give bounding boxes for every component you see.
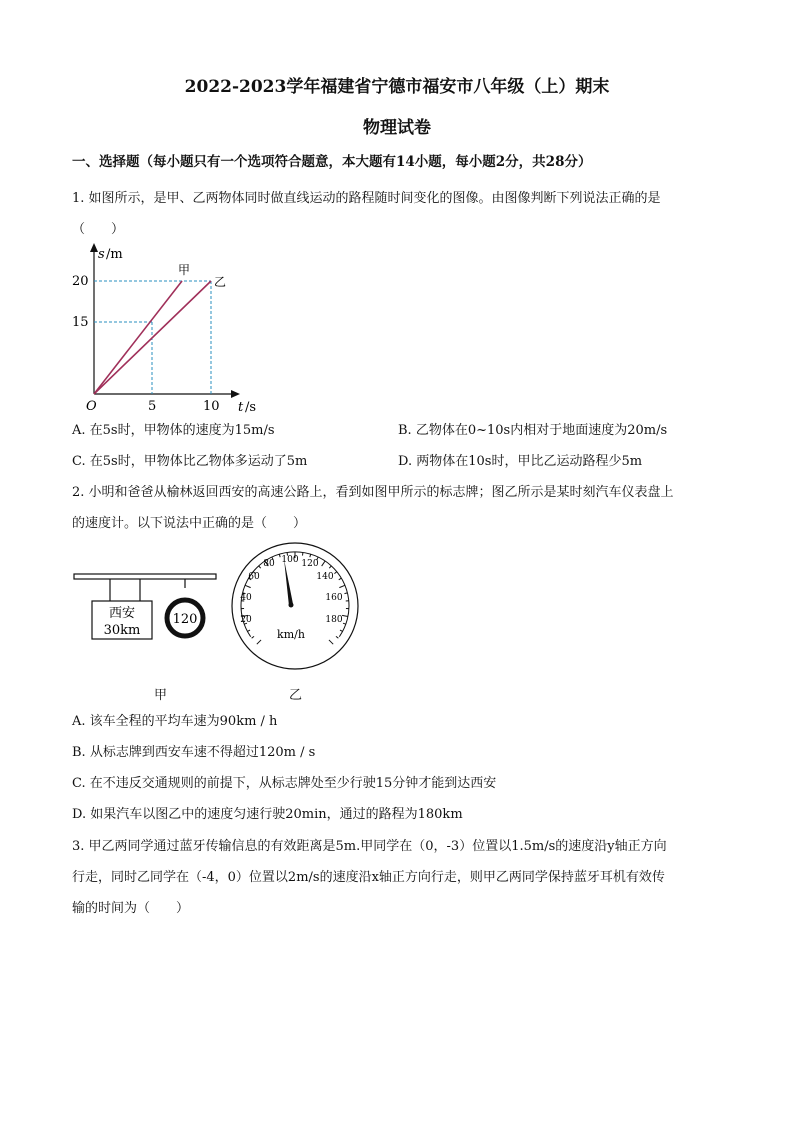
svg-text:140: 140 xyxy=(316,572,334,582)
y-tick-15: 15 xyxy=(72,315,89,330)
speed-limit-value: 120 xyxy=(172,612,198,627)
q1-option-b: B. 乙物体在0~10s内相对于地面速度为20m/s xyxy=(398,423,668,438)
sign-place: 西安 xyxy=(108,606,136,621)
q2-stem-line2: 的速度计。以下说法中正确的是（ ） xyxy=(72,516,307,531)
q1-option-c: C. 在5s时，甲物体比乙物体多运动了5m xyxy=(72,454,308,469)
section-heading: 一、选择题（每小题只有一个选项符合题意，本大题有14小题，每小题2分，共28分） xyxy=(72,154,592,170)
q1-motion-graph xyxy=(70,240,270,420)
x-tick-5: 5 xyxy=(148,399,157,414)
q2-option-a: A. 该车全程的平均车速为90km / h xyxy=(72,714,278,729)
y-label-unit: /m xyxy=(106,247,123,262)
sign-distance: 30km xyxy=(103,623,141,638)
page-title: 2022-2023学年福建省宁德市福安市八年级（上）期末 xyxy=(184,77,610,97)
x-axis-arrow xyxy=(231,390,240,398)
svg-text:120: 120 xyxy=(301,559,319,569)
page-subtitle: 物理试卷 xyxy=(363,118,431,138)
speedometer-tick xyxy=(344,593,347,594)
q3-line2: 行走，同时乙同学在（-4，0）位置以2m/s的速度沿x轴正方向行走，则甲乙两同学保持蓝牙耳机有效传 xyxy=(72,870,665,885)
x-label-unit: /s xyxy=(245,400,257,415)
q1-option-a: A. 在5s时，甲物体的速度为15m/s xyxy=(72,423,275,438)
y-label-s: s xyxy=(98,247,105,262)
svg-text:180: 180 xyxy=(325,615,343,625)
line-jia xyxy=(94,281,182,394)
x-tick-10: 10 xyxy=(203,399,220,414)
q2-stem-line1: 2. 小明和爸爸从榆林返回西安的高速公路上，看到如图甲所示的标志牌；图乙所示是某时刻汽车仪表盘上 xyxy=(72,485,674,500)
caption-jia: 甲 xyxy=(154,688,168,703)
q1-stem-line1: 1. 如图所示，是甲、乙两物体同时做直线运动的路程随时间变化的图像。由图像判断下列说法正确的是 xyxy=(72,191,661,206)
q2-option-d: D. 如果汽车以图乙中的速度匀速行驶20min，通过的路程为180km xyxy=(72,807,463,822)
origin-label: O xyxy=(86,399,97,414)
q3-line1: 3. 甲乙两同学通过蓝牙传输信息的有效距离是5m.甲同学在（0，-3）位置以1.5m/s的速度沿y轴正方向 xyxy=(72,839,667,854)
sign-bar xyxy=(74,574,216,579)
q2-option-c: C. 在不违反交通规则的前提下，从标志牌处至少行驶15分钟才能到达西安 xyxy=(72,776,497,791)
speedometer-figure xyxy=(222,540,372,670)
svg-text:40: 40 xyxy=(240,593,252,603)
svg-text:60: 60 xyxy=(248,572,260,582)
svg-text:100: 100 xyxy=(281,555,299,565)
road-sign-figure xyxy=(70,568,220,648)
label-jia: 甲 xyxy=(178,263,191,277)
q1-stem-line2: （ ） xyxy=(72,222,125,237)
caption-yi: 乙 xyxy=(289,688,303,703)
svg-text:80: 80 xyxy=(263,559,275,569)
speedometer-unit: km/h xyxy=(277,628,305,641)
q1-option-d: D. 两物体在10s时，甲比乙运动路程少5m xyxy=(398,454,643,469)
x-label-t: t xyxy=(238,400,244,415)
y-tick-20: 20 xyxy=(72,274,89,289)
q3-line3: 输的时间为（ ） xyxy=(72,901,190,916)
label-yi: 乙 xyxy=(214,275,227,289)
svg-text:160: 160 xyxy=(325,593,343,603)
svg-text:20: 20 xyxy=(240,615,252,625)
y-axis-arrow xyxy=(90,243,98,252)
q2-option-b: B. 从标志牌到西安车速不得超过120m / s xyxy=(72,745,316,760)
